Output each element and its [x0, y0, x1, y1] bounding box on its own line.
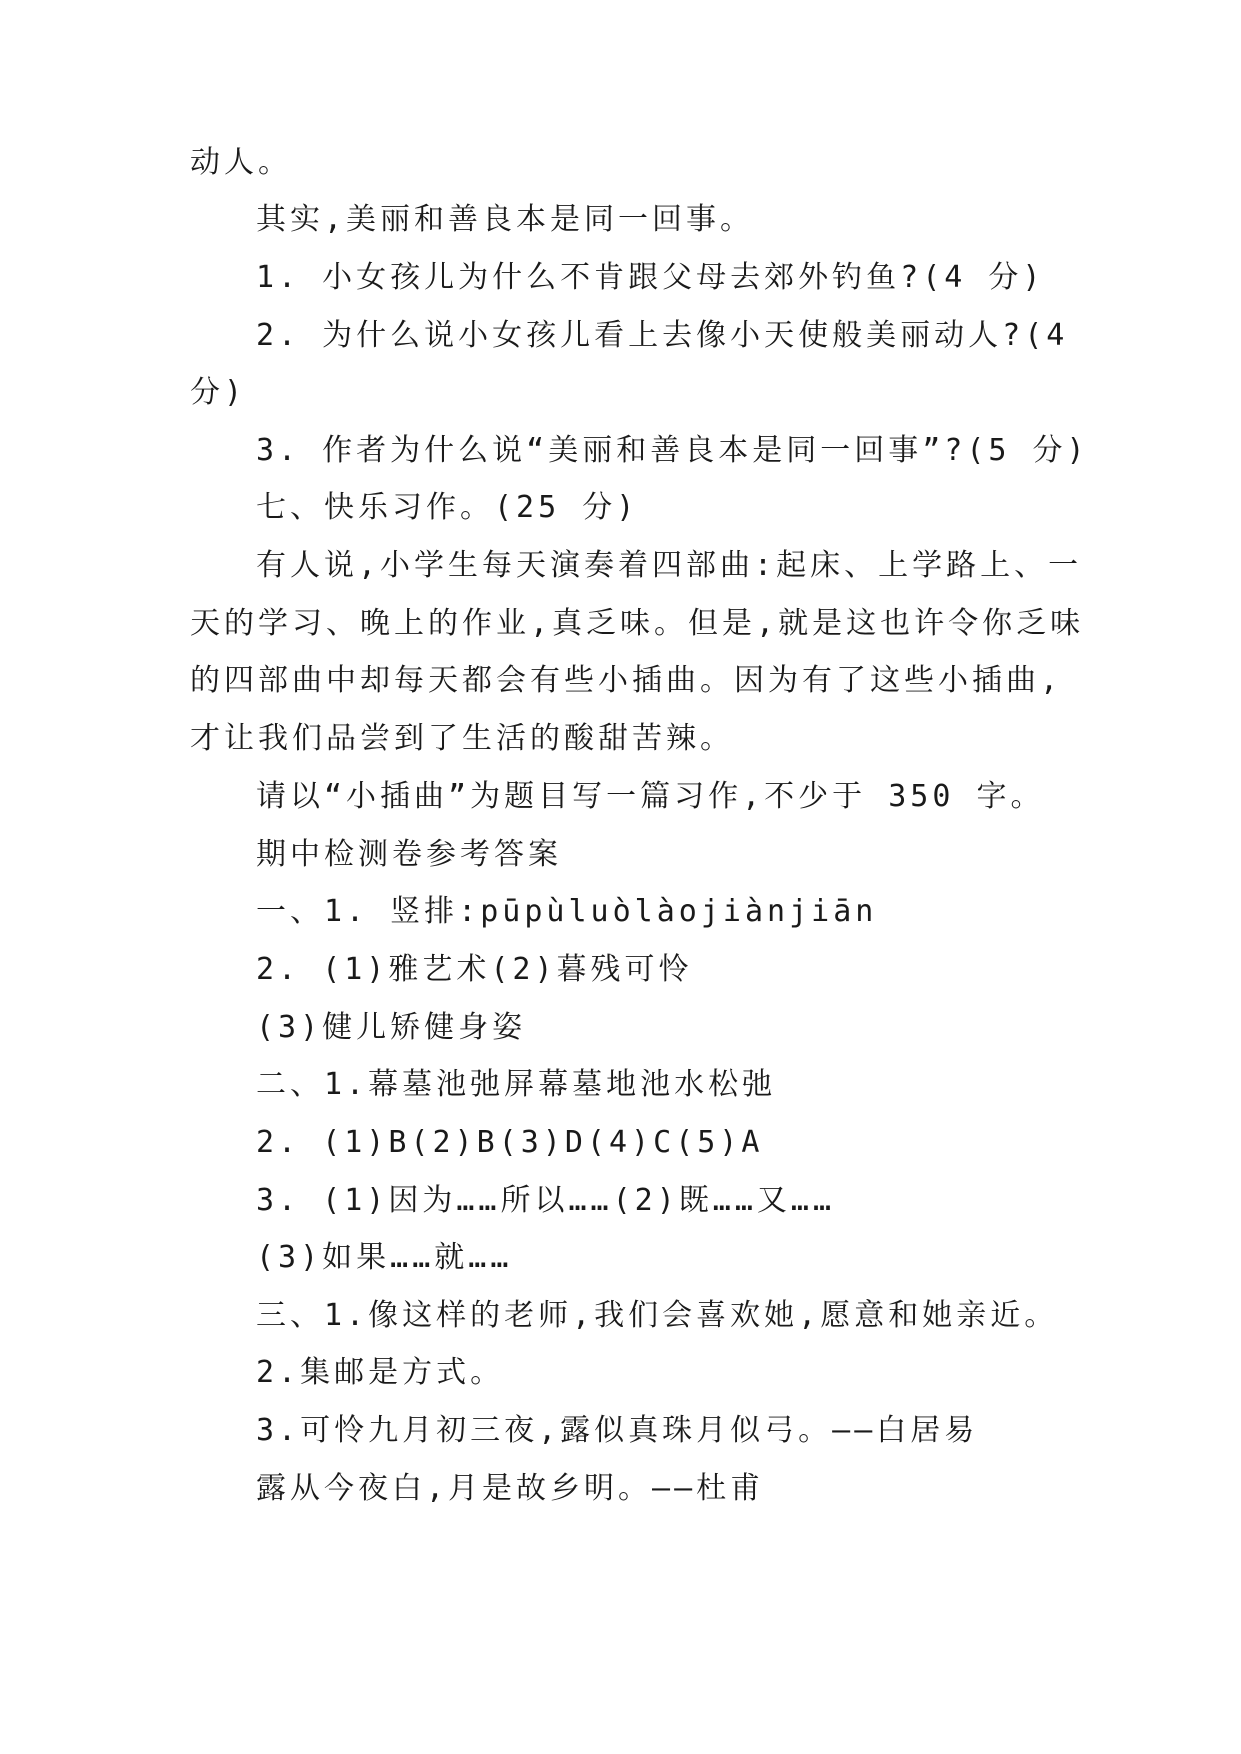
answer-line: (3)如果……就…… [256, 1240, 513, 1275]
answer-line: (3)健儿矫健身姿 [256, 1010, 527, 1045]
answer-line: 二、1.幕墓池弛屏幕墓地池水松弛 [256, 1067, 777, 1102]
text-line: 天的学习、晚上的作业,真乏味。但是,就是这也许令你乏味 [190, 606, 1085, 641]
text-line: 其实,美丽和善良本是同一回事。 [256, 202, 755, 237]
text-line: 的四部曲中却每天都会有些小插曲。因为有了这些小插曲, [190, 663, 1063, 698]
question-2-cont: 分) [190, 375, 247, 410]
text-line: 有人说,小学生每天演奏着四部曲:起床、上学路上、一 [256, 548, 1083, 583]
answer-line: 露从今夜白,月是故乡明。——杜甫 [256, 1471, 765, 1506]
text-line: 动人。 [190, 145, 292, 180]
question-1: 1. 小女孩儿为什么不肯跟父母去郊外钓鱼?(4 分) [256, 260, 1045, 295]
question-2: 2. 为什么说小女孩儿看上去像小天使般美丽动人?(4 [256, 318, 1069, 353]
answer-line: 3.可怜九月初三夜,露似真珠月似弓。——白居易 [256, 1413, 979, 1448]
text-line: 才让我们品尝到了生活的酸甜苦辣。 [190, 721, 734, 756]
answer-line: 三、1.像这样的老师,我们会喜欢她,愿意和她亲近。 [256, 1298, 1059, 1333]
answer-line: 2. (1)雅艺术(2)暮残可怜 [256, 952, 693, 987]
answer-line: 3. (1)因为……所以……(2)既……又…… [256, 1183, 836, 1218]
text-line: 请以“小插曲”为题目写一篇习作,不少于 350 字。 [256, 779, 1045, 814]
answer-line: 2. (1)B(2)B(3)D(4)C(5)A [256, 1125, 764, 1160]
question-3: 3. 作者为什么说“美丽和善良本是同一回事”?(5 分) [256, 433, 1089, 468]
answer-line: 一、1. 竖排:pūpùluòlàojiànjiān [256, 894, 878, 929]
section-heading: 七、快乐习作。(25 分) [256, 490, 639, 525]
answer-heading: 期中检测卷参考答案 [256, 837, 562, 872]
answer-line: 2.集邮是方式。 [256, 1355, 505, 1390]
